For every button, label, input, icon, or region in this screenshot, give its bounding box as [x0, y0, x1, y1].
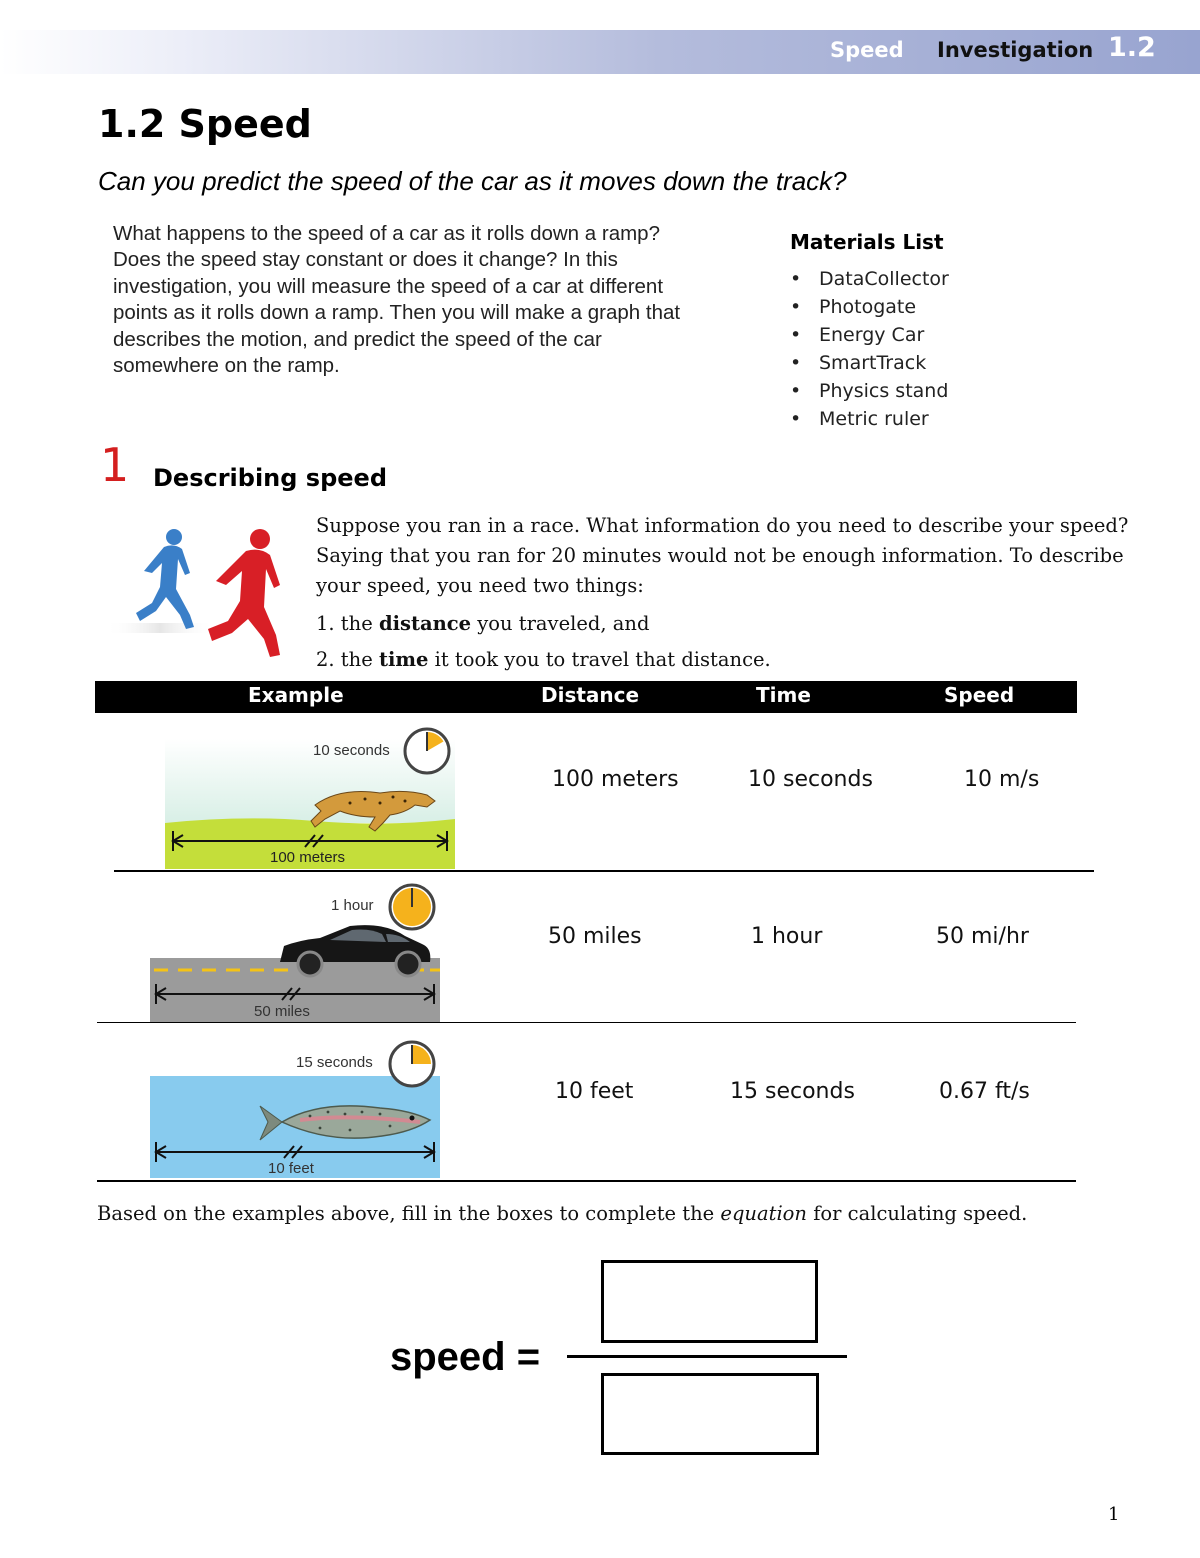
blue-runner	[136, 529, 194, 629]
cheetah-example-image	[165, 723, 455, 869]
red-runner	[208, 529, 280, 657]
example-time-label: 15 seconds	[296, 1054, 373, 1071]
row-divider	[114, 870, 1094, 872]
row-distance: 10 feet	[555, 1079, 634, 1104]
instruction-text: Based on the examples above, fill in the boxes to complete the equation for calculating speed.	[97, 1202, 1028, 1225]
materials-item: • Physics stand	[790, 380, 949, 402]
row-divider	[97, 1180, 1076, 1182]
row-distance: 100 meters	[552, 767, 679, 792]
row-divider	[97, 1022, 1076, 1023]
guiding-question: Can you predict the speed of the car as it moves down the track?	[98, 166, 847, 196]
header-number: 1.2	[1108, 32, 1156, 63]
fish-example-image	[150, 1036, 440, 1178]
page-title: 1.2 Speed	[98, 102, 312, 146]
materials-item: • Metric ruler	[790, 408, 929, 430]
column-header-example: Example	[248, 683, 344, 707]
column-header-distance: Distance	[541, 683, 640, 707]
materials-item: • DataCollector	[790, 268, 949, 290]
stopwatch-icon	[390, 1042, 434, 1086]
example-distance-label: 100 meters	[270, 849, 346, 866]
intro-paragraph: What happens to the speed of a car as it rolls down a ramp? Does the speed stay constant or does it change? In this investigation, you will measure the speed of a car at different points as it rolls down a ramp. Then you will make a graph that describes the motion, and predict the speed of the car somewhere on the ramp.	[113, 222, 681, 378]
column-header-time: Time	[756, 683, 811, 707]
list-item-time: 2. the time it took you to travel that distance.	[316, 648, 771, 671]
runners-illustration	[100, 515, 300, 665]
row-time: 15 seconds	[730, 1079, 855, 1104]
step-title: Describing speed	[153, 464, 387, 492]
stopwatch-icon	[405, 729, 449, 773]
page-number: 1	[1108, 1504, 1120, 1525]
list-item-distance: 1. the distance you traveled, and	[316, 612, 650, 635]
example-distance-label: 50 miles	[254, 1003, 310, 1020]
runner-shadow	[105, 623, 215, 633]
fraction-bar	[567, 1355, 847, 1358]
example-time-label: 1 hour	[331, 897, 374, 914]
row-speed: 50 mi/hr	[936, 924, 1029, 949]
stopwatch-icon	[390, 885, 434, 929]
row-distance: 50 miles	[548, 924, 642, 949]
example-time-label: 10 seconds	[313, 742, 390, 759]
header-investigation-label: Investigation	[937, 38, 1094, 62]
column-header-speed: Speed	[944, 683, 1015, 707]
car-example-image	[150, 880, 440, 1022]
numerator-answer-box[interactable]	[601, 1260, 818, 1343]
materials-item: • Photogate	[790, 296, 917, 318]
denominator-answer-box[interactable]	[601, 1373, 819, 1455]
materials-list	[790, 265, 949, 433]
materials-item: • SmartTrack	[790, 352, 927, 374]
header-speed-label: Speed	[830, 38, 904, 62]
row-speed: 0.67 ft/s	[939, 1079, 1030, 1104]
section-paragraph: Suppose you ran in a race. What information do you need to describe your speed? Saying that you ran for 20 minutes would not be enough information. To describe your speed, you need two things:	[316, 514, 1129, 597]
row-time: 1 hour	[751, 924, 823, 949]
row-speed: 10 m/s	[964, 767, 1040, 792]
materials-title: Materials List	[790, 230, 944, 254]
step-number: 1	[100, 438, 130, 492]
example-distance-label: 10 feet	[268, 1160, 314, 1177]
equation-label: speed =	[390, 1335, 541, 1379]
materials-item: • Energy Car	[790, 324, 925, 346]
row-time: 10 seconds	[748, 767, 873, 792]
